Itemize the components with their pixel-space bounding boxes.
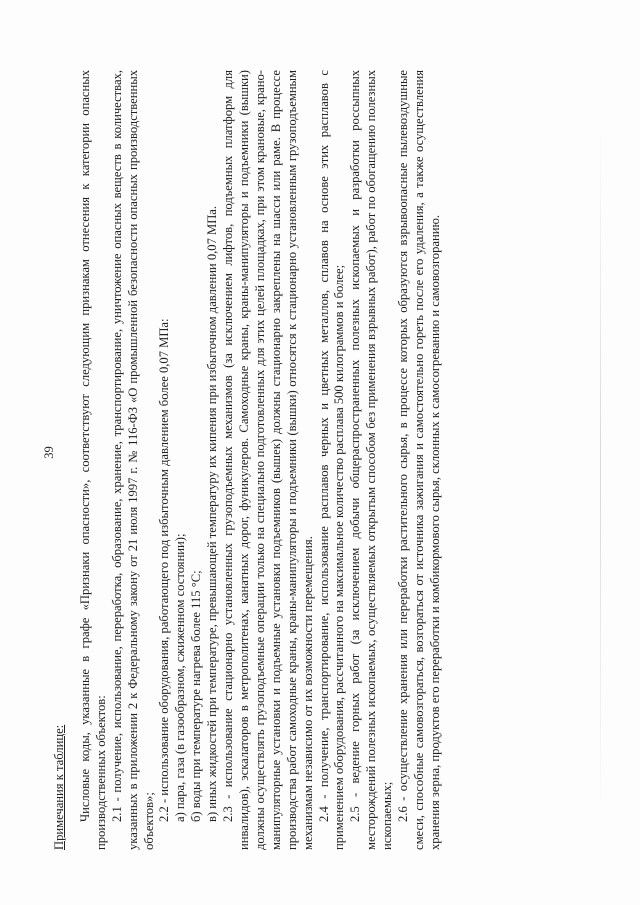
paragraph-intro: Числовые коды, указанные в графе «Признаки опасности», соответствуют следующим признакам отнесения к категории опасных производственных объектов: — [77, 70, 108, 850]
paragraph-2-1: 2.1 - получение, использование, переработка, образование, хранение, транспортирование, уничтожение опасных веществ в количествах, указанных в приложении 2 к Федеральному закону от 21 июля 1997 г. № 116-ФЗ «О промышленной безопасности опасных производственных объектов»; — [109, 70, 156, 850]
page-number: 39 — [42, 446, 56, 459]
paragraph-2-2: 2.2 - использование оборудования, работающего под избыточным давлением более 0,07 МПа: — [157, 318, 172, 822]
paragraph-2-5: 2.5 - ведение горных работ (за исключением добычи общераспространенных полезных ископаемых и разработки россыпных месторождений полезных ископаемых, осуществляемых открытым способом без применения взрывных работ), работ по обогащению полезных ископаемых; — [348, 70, 395, 850]
paragraph-2-6: 2.6 - осуществление хранения или переработки растительного сырья, в процессе которых образуются взрывоопасные пылевоздушные смеси, способные самовозгораться, возгораться от источника зажигания и самостоятельно гореть после его удаления, а также осуществления хранения зерна, продуктов его переработки и комбикормового сырья, склонных к самосогреванию и самовозгоранию. — [396, 70, 442, 850]
notes-heading: Примечания к таблице: — [52, 724, 66, 850]
paragraph-2-3: 2.3 - использование стационарно установленных грузоподъемных механизмов (за исключением лифтов, подъемных платформ для инвалидов), эскалаторов в метрополитенах, канатных дорог, фуникулеров. Самоходные краны, краны-манипуляторы и подъемники (вышки) должны осуществлять грузоподъемные операции только на специально подготовленных для этих целей площадках, при этом крановые, крано-манипуляторные установки и подъемные установки подъемников (вышек) должны стационарно закреплены на шасси или раме. В процессе производства работ самоходные краны, краны-манипуляторы и подъемники (вышки) относятся к стационарно установленным грузоподъемным механизмам независимо от их возможности перемещения. — [221, 70, 315, 850]
paragraph-2-2-b: б) воды при температуре нагрева более 115 °С; — [189, 570, 204, 822]
paragraph-2-2-a: а) пара, газа (в газообразном, сжиженном состоянии); — [173, 533, 188, 822]
paragraph-2-2-c: в) иных жидкостей при температуре, превышающей температуру их кипения при избыточном давлении 0,07 МПа. — [205, 205, 220, 822]
paragraph-2-4: 2.4 - получение, транспортирование, использование расплавов черных и цветных металлов, сплавов на основе этих расплавов с применением оборудования, рассчитанного на максимальное количество расплава 500 килограммов и более; — [316, 70, 347, 850]
notes-body — [78, 70, 444, 850]
